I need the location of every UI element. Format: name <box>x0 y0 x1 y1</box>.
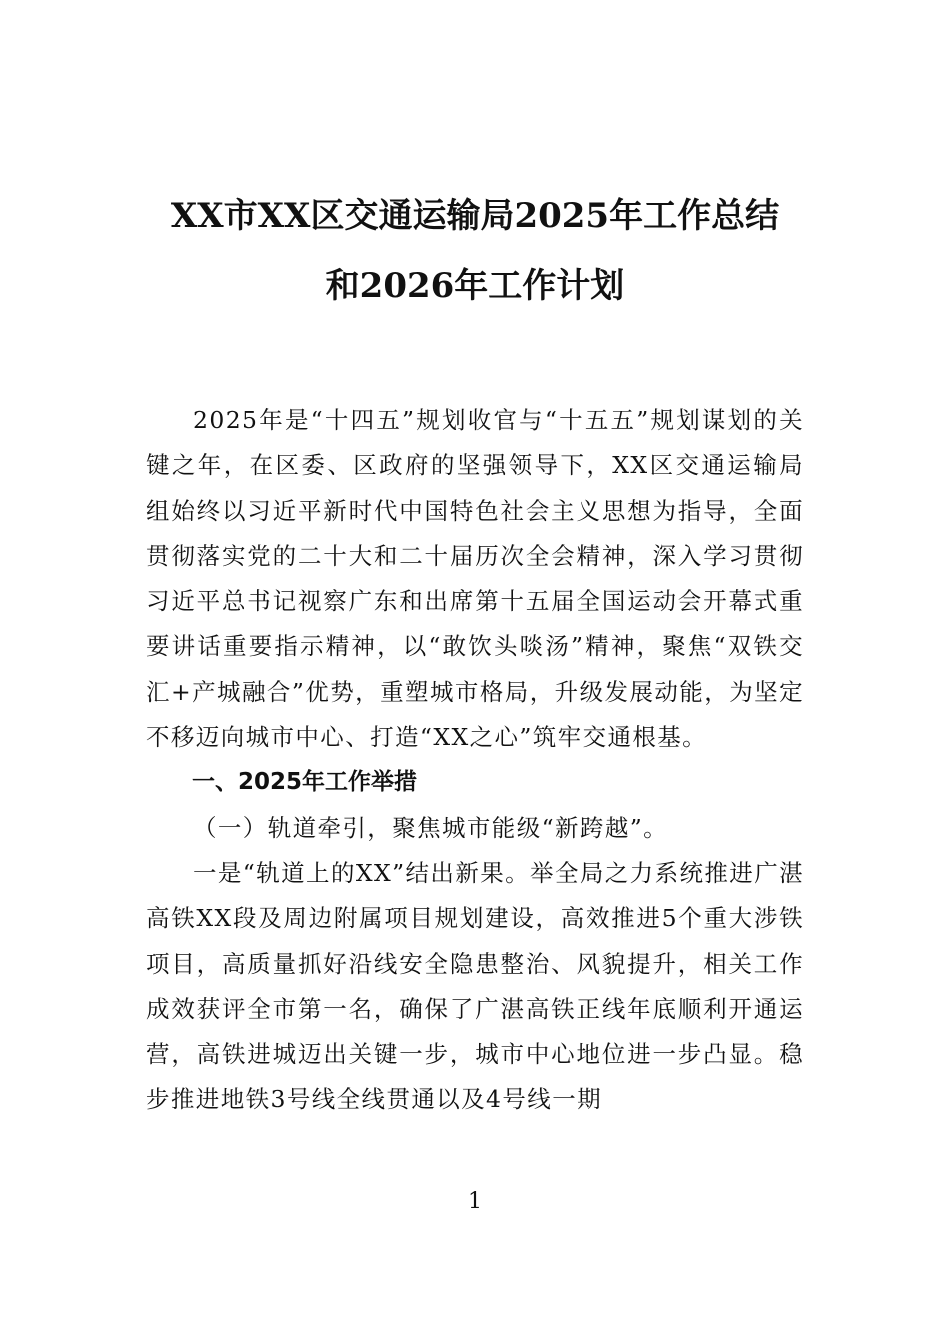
document-title-line-2: 和2026年工作计划 <box>325 266 625 306</box>
page-number: 1 <box>468 1189 482 1214</box>
document-title-line-1: XX市XX区交通运输局2025年工作总结 <box>170 196 780 236</box>
document-body <box>146 398 804 1123</box>
intro-paragraph: 2025年是“十四五”规划收官与“十五五”规划谋划的关键之年，在区委、区政府的坚强领导下，XX区交通运输局组始终以习近平新时代中国特色社会主义思想为指导，全面贯彻落实党的二十大和二十届历次全会精神，深入学习贯彻习近平总书记视察广东和出席第十五届全国运动会开幕式重要讲话重要指示精神，以“敢饮头啖汤”精神，聚焦“双铁交汇+产城融合”优势，重塑城市格局，升级发展动能，为坚定不移迈向城市中心、打造“XX之心”筑牢交通根基。 <box>146 406 804 752</box>
body-paragraph: 一是“轨道上的XX”结出新果。举全局之力系统推进广湛高铁XX段及周边附属项目规划建设，高效推进5个重大涉铁项目，高质量抓好沿线安全隐患整治、风貌提升，相关工作成效获评全市第一名，确保了广湛高铁正线年底顺利开通运营，高铁进城迈出关键一步，城市中心地位进一步凸显。稳步推进地铁3号线全线贯通以及4号线一期 <box>146 858 804 1114</box>
subsection-heading: （一）轨道牵引，聚焦城市能级“新跨越”。 <box>193 813 669 842</box>
section-heading: 一、2025年工作举措 <box>192 769 418 796</box>
